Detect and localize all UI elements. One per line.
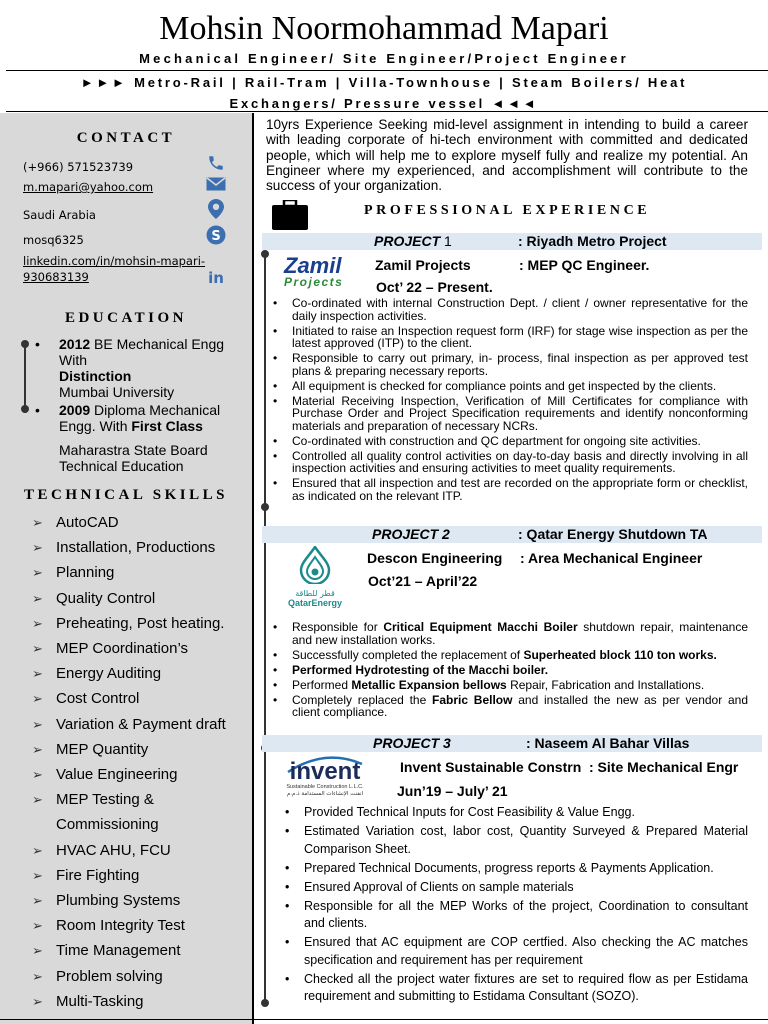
duty-item: • Ensured that all inspection and test are recorded on the appropriate form or checklist, as indicated on the relevant ITP.	[270, 477, 748, 502]
education-honor: Distinction	[59, 368, 132, 384]
skill-item: ➢ MEP Testing &	[32, 787, 247, 812]
contact-skype[interactable]: mosq6325	[23, 233, 84, 247]
education-year: 2009	[59, 402, 91, 418]
invent-logo: invent Sustainable Construction L.L.C. انفنت الإنشاءات المستدامة ذ.م.م	[278, 754, 372, 798]
project-label: PROJECT 3	[373, 735, 451, 751]
project-3-bar	[262, 735, 762, 752]
education-dot-1	[21, 340, 29, 348]
qatar-energy-logo: قطر للطاقة QatarEnergy	[282, 546, 348, 608]
svg-text:in: in	[208, 269, 224, 286]
duty-item: • Estimated Variation cost, labor cost, Quantity Surveyed & Prepared Material Comparison Sheet.	[282, 823, 748, 858]
skill-item: ➢ Problem solving	[32, 964, 247, 989]
phone-icon	[206, 154, 226, 174]
duty-item	[270, 664, 748, 677]
duty-item: • Prepared Technical Documents, progress reports & Payments Application.	[282, 860, 748, 878]
duty-item	[270, 679, 748, 692]
linkedin-line-1: linkedin.com/in/mohsin-mapari-	[23, 254, 206, 268]
duty-item: • Provided Technical Inputs for Cost Feasibility & Value Engg.	[282, 804, 748, 822]
drop-icon	[297, 546, 333, 584]
duty-highlight: Metallic Expansion bellows	[351, 677, 507, 692]
duty-highlight: Performed Hydrotesting of the Macchi boiler.	[292, 662, 549, 677]
contact-phone[interactable]: (+966) 571523739	[23, 160, 134, 174]
skills-heading: TECHNICAL SKILLS	[24, 487, 228, 503]
duty-item: • Initiated to raise an Inspection request form (IRF) for stage wise inspection as per the latest approved (ITP) to the client.	[270, 325, 748, 350]
project-2-duties	[270, 621, 748, 721]
skill-item: ➢ Plumbing Systems	[32, 888, 247, 913]
education-heading: EDUCATION	[64, 310, 188, 326]
education-item-1: • 2012 BE Mechanical Engg With Distinction Mumbai University	[35, 336, 225, 400]
skill-item: ➢ Value Engineering	[32, 762, 247, 787]
skill-item: ➢ Variation & Payment draft	[32, 712, 247, 737]
skill-item: ➢ Time Management	[32, 938, 247, 963]
svg-text:S: S	[211, 229, 221, 244]
education-item-2: • 2009 Diploma Mechanical Engg. With First Class Maharastra State Board Technical Education	[35, 402, 250, 474]
education-honor: First Class	[131, 418, 203, 434]
duty-text: Repair, Fabrication and Installations.	[506, 677, 705, 692]
project-3-duties	[282, 804, 748, 1007]
project-period: Oct’ 22 – Present.	[376, 279, 493, 295]
duty-highlight: Fabric Bellow	[432, 692, 513, 707]
education-timeline	[24, 343, 26, 413]
timeline-dot	[261, 503, 269, 511]
specialties	[0, 72, 768, 114]
column-divider	[252, 113, 254, 1024]
project-company: Descon Engineering	[367, 550, 503, 566]
duty-item: • Checked all the project water fixtures are set to required flow as per Estidama requirement and submitting to Estidama Consultant (SOZO).	[282, 971, 748, 1006]
linkedin-icon	[206, 268, 226, 288]
project-title: : Naseem Al Bahar Villas	[526, 735, 690, 751]
resume-subtitle: Mechanical Engineer/ Site Engineer/Project Engineer	[139, 51, 629, 66]
skill-item: ➢ Installation, Productions	[32, 535, 247, 560]
skill-item: ➢ Preheating, Post heating.	[32, 611, 247, 636]
duty-item: • Ensured Approval of Clients on sample materials	[282, 879, 748, 897]
duty-highlight: Critical Equipment Macchi Boiler	[383, 620, 578, 634]
resume-name: Mohsin Noormohammad Mapari	[159, 10, 609, 47]
education-year: 2012	[59, 336, 91, 352]
linkedin-line-2: 930683139	[23, 270, 89, 284]
experience-heading: PROFESSIONAL EXPERIENCE	[364, 203, 651, 218]
duty-item: • Responsible for all the MEP Works of the project, Coordination to consultant and clients.	[282, 898, 748, 933]
duty-item: • All equipment is checked for compliance points and get inspected by the clients.	[270, 380, 748, 393]
education-school-cont: Technical Education	[59, 458, 184, 474]
timeline-dot	[261, 999, 269, 1007]
skill-item: ➢ Cost Control	[32, 686, 247, 711]
education-degree: BE Mechanical Engg With	[59, 336, 225, 368]
duty-item: • Co-ordinated with construction and QC department for ongoing site activities.	[270, 435, 748, 448]
duty-text: shutdown repair, maintenance and new installation works.	[292, 620, 749, 647]
location-pin-icon	[206, 199, 226, 219]
duty-item	[270, 694, 748, 719]
duty-text: Completely replaced the	[292, 692, 433, 707]
skill-item: ➢ Multi-Tasking	[32, 989, 247, 1014]
specialties-line-1: ►►► Metro-Rail | Rail-Tram | Villa-Townhouse | Steam Boilers/ Heat	[80, 75, 688, 90]
skill-item: ➢ Quality Control	[32, 586, 247, 611]
skills-list	[32, 510, 247, 1014]
skill-item: ➢ AutoCAD	[32, 510, 247, 535]
skill-item: ➢ HVAC AHU, FCU	[32, 838, 247, 863]
project-company: Zamil Projects	[375, 257, 471, 273]
timeline-dot	[261, 250, 269, 258]
project-1-bar	[262, 233, 762, 250]
education-degree: Diploma Mechanical	[90, 402, 221, 418]
mail-icon	[206, 177, 226, 197]
project-company: Invent Sustainable Constrn	[400, 759, 582, 775]
duty-highlight: Superheated block 110 ton works.	[523, 647, 717, 662]
page-bottom-rule	[0, 1019, 768, 1020]
duty-item: • Co-ordinated with internal Construction Dept. / client / owner representative for the daily inspection activities.	[270, 297, 748, 322]
project-title: : Riyadh Metro Project	[518, 233, 667, 249]
education-school: Maharastra State Board	[59, 442, 208, 458]
project-role: : Site Mechanical Engr	[589, 759, 739, 775]
duty-text: Responsible for	[292, 620, 384, 634]
skill-item: Commissioning	[56, 816, 159, 834]
education-school: Mumbai University	[59, 384, 175, 400]
project-title: : Qatar Energy Shutdown TA	[518, 526, 708, 542]
contact-heading: CONTACT	[76, 130, 176, 146]
skill-item: ➢ MEP Coordination’s	[32, 636, 247, 661]
contact-email[interactable]: m.mapari@yahoo.com	[23, 180, 154, 194]
project-label: PROJECT 1	[374, 233, 452, 249]
project-period: Oct’21 – April’22	[368, 573, 478, 589]
duty-item: • Responsible to carry out primary, in- process, final inspection as per approved test plans & preparing necessary reports.	[270, 352, 748, 377]
project-role: : Area Mechanical Engineer	[520, 550, 703, 566]
header-divider	[6, 70, 768, 71]
duty-item: • Ensured that AC equipment are COP certfied. Also checking the AC matches specification and requirement has per requirement	[282, 934, 748, 969]
skill-item: ➢ MEP Quantity	[32, 737, 247, 762]
project-role: : MEP QC Engineer.	[519, 257, 650, 273]
skill-item: ➢ Fire Fighting	[32, 863, 247, 888]
header-bottom-divider	[6, 111, 768, 112]
education-degree-cont: Engg. With	[59, 418, 132, 434]
project-label: PROJECT 2	[372, 526, 450, 542]
specialties-line-2: Exchangers/ Pressure vessel ◄◄◄	[229, 96, 539, 111]
duty-text: Performed	[292, 677, 352, 692]
duty-text: and installed the new as per vendor and client compliance.	[292, 692, 748, 719]
duty-item: • Controlled all quality control activities on day-to-day basis and directly involving in all inspection activities and ensuring activities to meet quality requirements.	[270, 450, 748, 475]
briefcase-icon	[272, 200, 308, 230]
skill-item: ➢ Room Integrity Test	[32, 913, 247, 938]
skill-item: ➢ Planning	[32, 560, 247, 585]
project-2-bar	[262, 526, 762, 543]
duty-item: • Material Receiving Inspection, Verification of Mill Certificates for compliance with Purchase Order and Project Specification requirements and identify nonconforming materials and preparation of necessary NCRs.	[270, 395, 748, 433]
career-objective: 10yrs Experience Seeking mid-level assignment in intending to build a career with leading corporate of hi-tech environment with committed and dedicated people, which will help me to explore myself fully and realize my potential. An Engineer where my experienced, and accomplishment will contribute to the success of your organization.	[266, 117, 748, 194]
duty-text: Successfully completed the replacement of	[292, 647, 524, 662]
zamil-logo: Zamil Projects	[284, 253, 344, 289]
duty-item	[270, 649, 748, 662]
experience-timeline	[264, 254, 266, 1004]
contact-linkedin[interactable]	[23, 254, 205, 284]
skill-item: ➢ Energy Auditing	[32, 661, 247, 686]
duty-item	[270, 621, 748, 646]
project-1-duties	[270, 297, 748, 505]
project-period: Jun’19 – July’ 21	[397, 783, 508, 799]
skype-icon	[206, 225, 226, 245]
education-dot-2	[21, 405, 29, 413]
contact-location: Saudi Arabia	[23, 208, 96, 222]
